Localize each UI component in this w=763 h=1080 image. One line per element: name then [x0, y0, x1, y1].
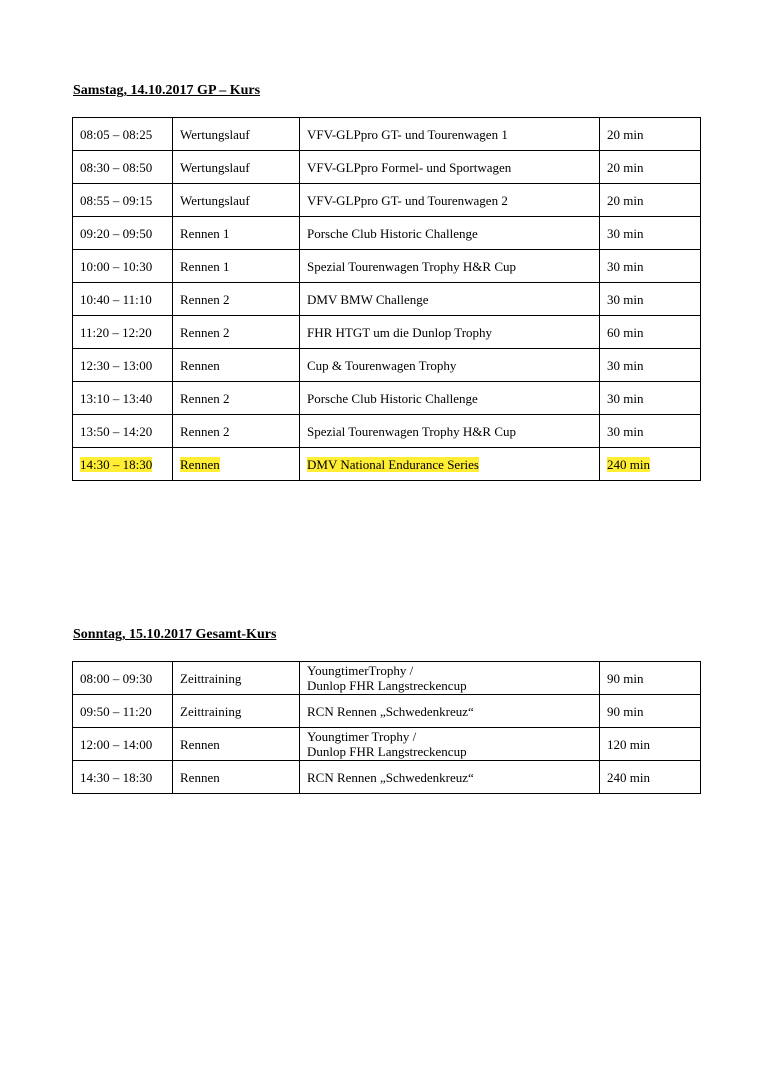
table-row — [73, 761, 701, 794]
table-row — [73, 184, 701, 217]
time-text: 10:00 – 10:30 — [80, 258, 153, 274]
time-cell — [73, 662, 173, 695]
table-row-highlighted — [73, 448, 701, 481]
time-text: 12:30 – 13:00 — [80, 357, 153, 373]
type-text: Wertungslauf — [180, 192, 250, 208]
time-cell — [73, 217, 173, 250]
time-text: 11:20 – 12:20 — [80, 324, 152, 340]
duration-text: 60 min — [607, 324, 644, 340]
event-cell — [300, 151, 600, 184]
time-text: 09:20 – 09:50 — [80, 225, 153, 241]
event-cell — [300, 118, 600, 151]
event-cell — [300, 250, 600, 283]
duration-cell — [600, 662, 701, 695]
type-cell — [173, 695, 300, 728]
type-cell — [173, 382, 300, 415]
saturday-heading: Samstag, 14.10.2017 GP – Kurs — [73, 83, 261, 98]
type-cell — [173, 761, 300, 794]
event-cell — [300, 316, 600, 349]
duration-cell — [600, 283, 701, 316]
type-text: Rennen 1 — [180, 258, 230, 274]
type-cell — [173, 662, 300, 695]
event-text-line1: YoungtimerTrophy / — [307, 663, 414, 678]
sunday-heading: Sonntag, 15.10.2017 Gesamt-Kurs — [73, 627, 277, 642]
time-cell — [73, 316, 173, 349]
type-text: Wertungslauf — [180, 159, 250, 175]
duration-cell — [600, 382, 701, 415]
event-cell — [300, 349, 600, 382]
table-row — [73, 415, 701, 448]
event-cell — [300, 184, 600, 217]
time-cell — [73, 448, 173, 481]
table-row — [73, 316, 701, 349]
time-text: 12:00 – 14:00 — [80, 736, 153, 752]
time-cell — [73, 349, 173, 382]
duration-text: 20 min — [607, 126, 644, 142]
type-text: Wertungslauf — [180, 126, 250, 142]
sunday-schedule-table — [72, 661, 701, 794]
duration-cell — [600, 695, 701, 728]
duration-text: 240 min — [607, 769, 650, 785]
event-text: VFV-GLPpro GT- und Tourenwagen 1 — [307, 126, 508, 142]
type-cell — [173, 250, 300, 283]
time-text: 08:00 – 09:30 — [80, 670, 153, 686]
time-text: 14:30 – 18:30 — [80, 456, 153, 472]
duration-cell — [600, 349, 701, 382]
type-cell — [173, 217, 300, 250]
duration-text: 30 min — [607, 390, 644, 406]
type-text: Rennen — [180, 456, 220, 472]
type-cell — [173, 283, 300, 316]
duration-cell — [600, 217, 701, 250]
event-cell — [300, 728, 600, 761]
type-text: Rennen — [180, 736, 220, 752]
table-row — [73, 250, 701, 283]
table-row — [73, 662, 701, 695]
time-text: 08:30 – 08:50 — [80, 159, 153, 175]
type-cell — [173, 184, 300, 217]
event-cell — [300, 695, 600, 728]
saturday-schedule-table — [72, 117, 701, 481]
event-text: DMV BMW Challenge — [307, 291, 429, 307]
event-text: Cup & Tourenwagen Trophy — [307, 357, 457, 373]
type-cell — [173, 415, 300, 448]
duration-text: 30 min — [607, 258, 644, 274]
type-text: Rennen 1 — [180, 225, 230, 241]
type-cell — [173, 728, 300, 761]
time-cell — [73, 118, 173, 151]
event-text: Spezial Tourenwagen Trophy H&R Cup — [307, 258, 517, 274]
table-row — [73, 382, 701, 415]
duration-cell — [600, 118, 701, 151]
event-cell — [300, 217, 600, 250]
event-text: Porsche Club Historic Challenge — [307, 225, 478, 241]
type-text: Rennen 2 — [180, 291, 230, 307]
event-cell — [300, 448, 600, 481]
time-cell — [73, 283, 173, 316]
table-row — [73, 217, 701, 250]
duration-text: 30 min — [607, 225, 644, 241]
time-text: 08:55 – 09:15 — [80, 192, 153, 208]
event-text-line2: Dunlop FHR Langstreckencup — [307, 678, 467, 693]
event-cell — [300, 415, 600, 448]
event-text: DMV National Endurance Series — [307, 456, 479, 472]
time-text: 13:50 – 14:20 — [80, 423, 153, 439]
duration-text: 240 min — [607, 456, 650, 472]
table-row — [73, 695, 701, 728]
table-row — [73, 349, 701, 382]
time-cell — [73, 250, 173, 283]
event-text: RCN Rennen „Schwedenkreuz“ — [307, 769, 474, 785]
event-cell — [300, 382, 600, 415]
time-cell — [73, 415, 173, 448]
duration-cell — [600, 415, 701, 448]
time-text: 10:40 – 11:10 — [80, 291, 152, 307]
type-text: Rennen — [180, 357, 220, 373]
event-text: Spezial Tourenwagen Trophy H&R Cup — [307, 423, 517, 439]
duration-text: 20 min — [607, 159, 644, 175]
type-text: Rennen 2 — [180, 324, 230, 340]
type-text: Rennen — [180, 769, 220, 785]
duration-text: 30 min — [607, 291, 644, 307]
time-text: 09:50 – 11:20 — [80, 703, 152, 719]
duration-text: 90 min — [607, 703, 644, 719]
event-cell — [300, 283, 600, 316]
event-text-line2: Dunlop FHR Langstreckencup — [307, 744, 467, 759]
duration-cell — [600, 728, 701, 761]
type-cell — [173, 151, 300, 184]
time-cell — [73, 382, 173, 415]
event-text: FHR HTGT um die Dunlop Trophy — [307, 324, 493, 340]
time-cell — [73, 184, 173, 217]
table-row — [73, 151, 701, 184]
time-cell — [73, 728, 173, 761]
duration-text: 90 min — [607, 670, 644, 686]
time-text: 13:10 – 13:40 — [80, 390, 153, 406]
event-text-line1: Youngtimer Trophy / — [307, 729, 417, 744]
event-text: RCN Rennen „Schwedenkreuz“ — [307, 703, 474, 719]
event-cell — [300, 662, 600, 695]
duration-cell — [600, 316, 701, 349]
time-cell — [73, 695, 173, 728]
type-text: Zeittraining — [180, 703, 242, 719]
duration-cell — [600, 761, 701, 794]
duration-cell — [600, 448, 701, 481]
event-cell — [300, 761, 600, 794]
duration-text: 20 min — [607, 192, 644, 208]
time-cell — [73, 761, 173, 794]
event-text: VFV-GLPpro GT- und Tourenwagen 2 — [307, 192, 508, 208]
duration-cell — [600, 250, 701, 283]
time-text: 14:30 – 18:30 — [80, 769, 153, 785]
type-text: Rennen 2 — [180, 423, 230, 439]
duration-text: 30 min — [607, 357, 644, 373]
time-cell — [73, 151, 173, 184]
table-row — [73, 283, 701, 316]
event-text: VFV-GLPpro Formel- und Sportwagen — [307, 159, 512, 175]
type-cell — [173, 316, 300, 349]
type-cell — [173, 349, 300, 382]
duration-cell — [600, 184, 701, 217]
duration-text: 120 min — [607, 736, 650, 752]
type-text: Zeittraining — [180, 670, 242, 686]
type-cell — [173, 118, 300, 151]
event-text: Porsche Club Historic Challenge — [307, 390, 478, 406]
table-row — [73, 728, 701, 761]
type-cell — [173, 448, 300, 481]
table-row — [73, 118, 701, 151]
time-text: 08:05 – 08:25 — [80, 126, 153, 142]
duration-text: 30 min — [607, 423, 644, 439]
duration-cell — [600, 151, 701, 184]
type-text: Rennen 2 — [180, 390, 230, 406]
